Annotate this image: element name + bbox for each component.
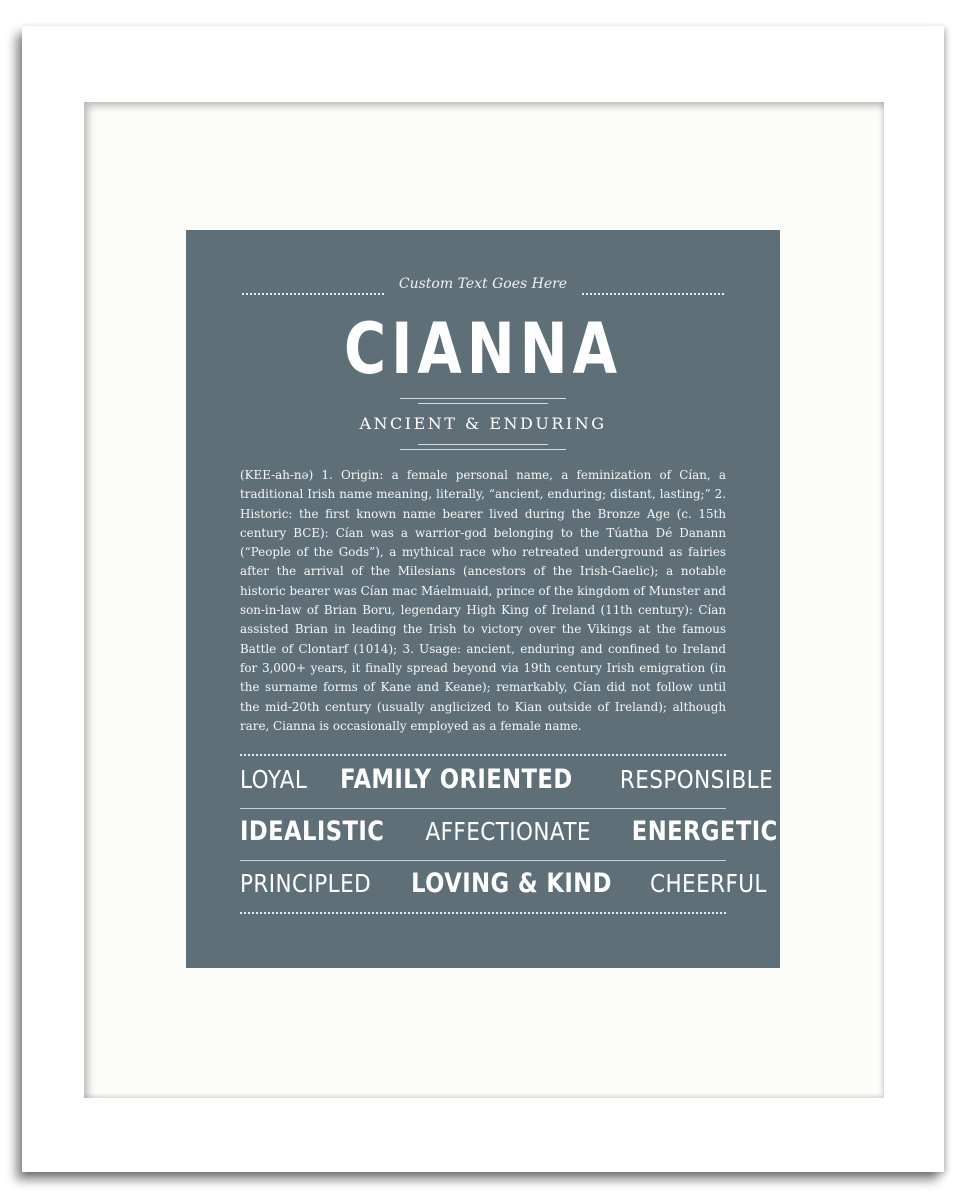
name-heading: CIANNA bbox=[344, 308, 622, 390]
top-right-dotted-rule bbox=[582, 293, 724, 295]
rule-above-subtitle-2 bbox=[418, 403, 548, 404]
traits-row-separator bbox=[240, 860, 726, 861]
rule-below-subtitle-2 bbox=[400, 449, 566, 450]
traits-row-separator bbox=[240, 808, 726, 809]
name-definition: (KEE-ah-nə) 1. Origin: a female personal name, a feminization of Cían, a traditional Irish name meaning, literally, “ancient, enduring; distant, lasting;” 2. Historic: the first known name bearer lived during the Bronze Age (c. 15th century BCE): Cían was a warrior-god belonging to the Túatha Dé Danann (“People of the Gods”), a mythical race who retreated underground as fairies after the arrival of the Milesians (ancestors of the Irish-Gaelic); a notable historic bearer was Cían mac Máelmuaid, prince of the kingdom of Munster and son-in-law of Brian Boru, legendary High King of Ireland (11th century): Cían assisted Brian in leading the Irish to victory over the Vikings at the famous Battle of Clontarf (1014); 3. Usage: ancient, enduring and confined to Ireland for 3,000+ years, it finally spread beyond via 19th century Irish emigration (in the surname forms of Kane and Keane); remarkably, Cían did not follow until the mid-20th century (usually anglicized to Kian outside of Ireland); although rare, Cianna is occasionally employed as a female name. bbox=[240, 468, 726, 733]
traits-bottom-dotted-rule bbox=[240, 912, 726, 914]
mat-board bbox=[84, 102, 884, 1098]
trait: LOYAL bbox=[240, 765, 308, 794]
trait: ENERGETIC bbox=[631, 816, 778, 847]
trait: RESPONSIBLE bbox=[619, 765, 774, 794]
trait: PRINCIPLED bbox=[240, 869, 372, 898]
trait: CHEERFUL bbox=[650, 869, 768, 898]
name-print bbox=[186, 230, 780, 968]
rule-above-subtitle-1 bbox=[400, 398, 566, 399]
traits-top-dotted-rule bbox=[240, 754, 726, 756]
picture-frame bbox=[22, 26, 944, 1172]
trait: AFFECTIONATE bbox=[425, 817, 591, 846]
name-subtitle: ANCIENT & ENDURING bbox=[359, 414, 607, 433]
traits-row-3 bbox=[240, 868, 768, 908]
traits-row-1 bbox=[240, 764, 774, 804]
traits-row-2 bbox=[240, 816, 778, 856]
custom-text: Custom Text Goes Here bbox=[398, 276, 568, 292]
trait: LOVING & KIND bbox=[411, 868, 613, 899]
top-left-dotted-rule bbox=[242, 293, 384, 295]
trait: IDEALISTIC bbox=[240, 816, 385, 847]
rule-below-subtitle-1 bbox=[418, 444, 548, 445]
trait: FAMILY ORIENTED bbox=[340, 764, 573, 795]
